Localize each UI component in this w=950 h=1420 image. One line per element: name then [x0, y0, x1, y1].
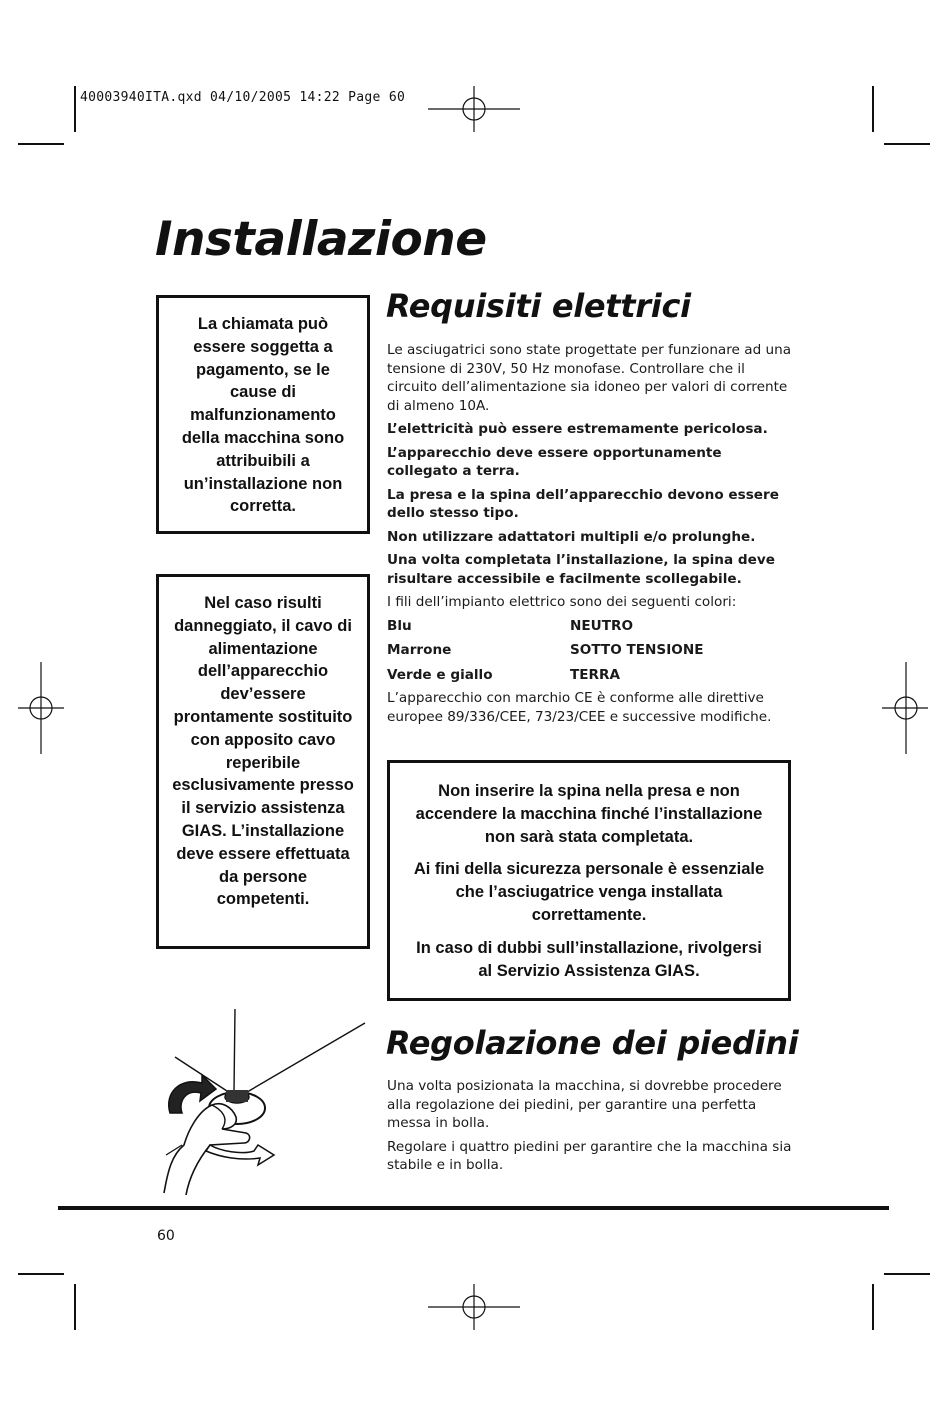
electrical-requirements-text	[387, 341, 797, 731]
warning-line: Una volta completata l’installazione, la spina deve risultare accessibile e facilmente scollegabile.	[387, 552, 775, 587]
registration-mark-icon	[428, 1284, 520, 1332]
warning-paragraph: Non inserire la spina nella presa e non accendere la macchina finché l’installazione non sarà stata completata.	[415, 782, 763, 846]
section-heading-electrical: Requisiti elettrici	[386, 287, 691, 325]
warning-line: La presa e la spina dell’apparecchio devono essere dello stesso tipo.	[387, 486, 779, 521]
feet-paragraph: Regolare i quattro piedini per garantire che la macchina sia stabile e in bolla.	[387, 1138, 792, 1173]
feet-paragraph: Una volta posizionata la macchina, si dovrebbe procedere alla regolazione dei piedini, per garantire una perfetta messa in bolla.	[387, 1078, 782, 1131]
warning-paragraph: Ai fini della sicurezza personale è essenziale che l’asciugatrice venga installata correttamente.	[413, 860, 765, 924]
wire-role: NEUTRO	[570, 617, 633, 634]
crop-mark	[74, 86, 76, 132]
section-heading-feet: Regolazione dei piedini	[386, 1024, 799, 1062]
page-number: 60	[157, 1228, 175, 1244]
warning-line: L’apparecchio deve essere opportunamente collegato a terra.	[387, 444, 722, 479]
note-text: La chiamata può essere soggetta a pagamento, se le cause di malfunzionamento della macchina sono attribuibili a un’installazione non corretta.	[181, 315, 345, 516]
electrical-intro: Le asciugatrici sono state progettate per funzionare ad una tensione di 230V, 50 Hz monofase. Controllare che il circuito dell’alimentazione sia idoneo per valori di corrente di almeno 10A.	[387, 342, 792, 414]
registration-mark-icon	[16, 662, 64, 754]
crop-mark	[884, 1273, 930, 1275]
wire-color: Marrone	[387, 642, 452, 658]
crop-mark	[74, 1284, 76, 1330]
crop-mark	[872, 86, 874, 132]
wire-color: Blu	[387, 617, 412, 634]
crop-mark	[884, 143, 930, 145]
feet-adjustment-text	[387, 1077, 797, 1180]
wire-color: Verde e giallo	[387, 666, 493, 683]
wire-color-table	[387, 617, 797, 685]
crop-mark	[18, 1273, 64, 1275]
wire-role: TERRA	[570, 666, 621, 683]
installation-warning-box	[387, 760, 791, 1001]
note-text: Nel caso risulti danneggiato, il cavo di alimentazione dell’apparecchio dev’essere prontamente sostituito con apposito cavo reperibile esclusivamente presso il servizio assistenza GIAS. L’installazione deve essere effettuata da persone competenti.	[172, 594, 354, 909]
footer-rule	[58, 1206, 889, 1210]
warning-paragraph: In caso di dubbi sull’installazione, rivolgersi al Servizio Assistenza GIAS.	[416, 938, 762, 980]
crop-mark	[872, 1284, 874, 1330]
ce-note: L’apparecchio con marchio CE è conforme alle direttive europee 89/336/CEE, 73/23/CEE e successive modifiche.	[387, 690, 772, 725]
foot-adjustment-illustration-icon	[150, 1005, 375, 1200]
registration-mark-icon	[428, 86, 520, 134]
note-box-payment	[156, 295, 370, 534]
crop-mark	[18, 143, 64, 145]
warning-line: Non utilizzare adattatori multipli e/o prolunghe.	[387, 528, 756, 545]
wires-intro: I fili dell’impianto elettrico sono dei seguenti colori:	[387, 594, 737, 610]
page-title: Installazione	[155, 212, 487, 267]
print-slug-line: 40003940ITA.qxd 04/10/2005 14:22 Page 60	[80, 90, 406, 105]
warning-line: L’elettricità può essere estremamente pericolosa.	[387, 421, 768, 437]
wire-role: SOTTO TENSIONE	[570, 642, 704, 658]
note-box-power-cable	[156, 574, 370, 949]
registration-mark-icon	[882, 662, 930, 754]
